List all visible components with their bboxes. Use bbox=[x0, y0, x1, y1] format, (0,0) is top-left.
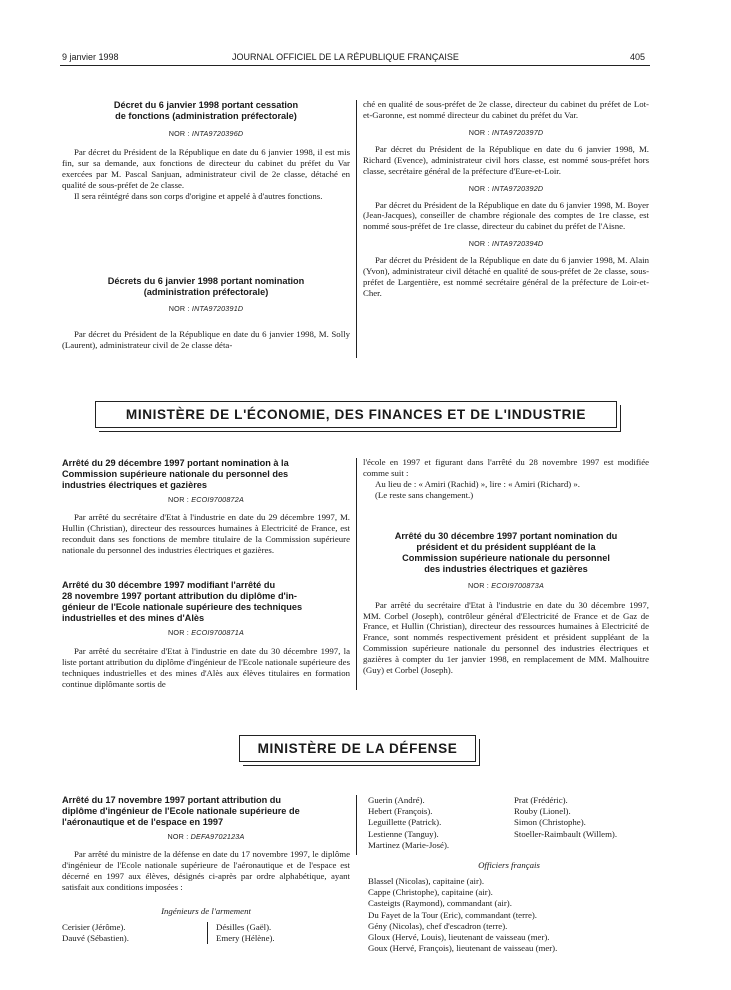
column-divider bbox=[356, 795, 357, 855]
ministry-banner-defense: MINISTÈRE DE LA DÉFENSE bbox=[239, 735, 476, 762]
decree-title-line1: Décrets du 6 janvier 1998 portant nomination bbox=[107, 276, 305, 286]
nor-reference: NOR : ECOI9700873A bbox=[468, 580, 544, 590]
list-item: Gloux (Hervé, Louis), lieutenant de vaisseau (mer). bbox=[368, 932, 550, 943]
arrete-title: génieur de l'Ecole nationale supérieure des techniques bbox=[62, 602, 303, 612]
nor-reference: NOR : ECOI9700872A bbox=[168, 495, 244, 504]
decree-title-line2: de fonctions (administration préfectorale) bbox=[115, 111, 297, 121]
arrete-title: 28 novembre 1997 portant attribution du diplôme d'in- bbox=[62, 591, 297, 601]
list-item: Simon (Christophe). bbox=[514, 817, 586, 828]
nor-reference: NOR : DEFA9702123A bbox=[167, 832, 245, 841]
list-item: Cerisier (Jérôme). bbox=[62, 921, 126, 932]
arrete-nomination-commission bbox=[62, 458, 350, 556]
list-item: Emery (Hélène). bbox=[216, 932, 275, 943]
arrete-title: Commission supérieure nationale du personnel des bbox=[62, 469, 289, 479]
ministry-banner-economie: MINISTÈRE DE L'ÉCONOMIE, DES FINANCES ET DE L'INDUSTRIE bbox=[95, 401, 617, 428]
nor-reference: NOR : INTA9720392D bbox=[468, 183, 544, 193]
list-item: Goux (Hervé, François), lieutenant de vaisseau (mer). bbox=[368, 943, 558, 954]
arrete-title: Commission supérieure nationale du personnel bbox=[402, 552, 610, 563]
nor-reference: NOR : INTA9720397D bbox=[468, 127, 544, 137]
list-divider bbox=[207, 922, 208, 944]
list-item: Guerin (André). bbox=[368, 795, 425, 805]
nor-reference: NOR : INTA9720394D bbox=[468, 239, 544, 249]
nor-reference: NOR : INTA9720396D bbox=[168, 129, 244, 138]
decree-paragraph: Par décret du Président de la République en date du 6 janvier 1998, M. Boyer (Jean-Jacques), conseiller de chambre régionale des comptes de 1re classe, est nommé sous-préfet de 1re classe, directeur du cabinet du préfet de l'Aisne. bbox=[363, 199, 649, 232]
name-list-column bbox=[216, 922, 275, 944]
decree-paragraph: ché en qualité de sous-préfet de 2e classe, directeur du cabinet du préfet de Lot-et-Garonne, est nommé directeur du cabinet du préfet du Var. bbox=[363, 99, 649, 120]
decree-nomination bbox=[62, 276, 350, 351]
list-item: Casteigts (Raymond), commandant (air). bbox=[368, 898, 512, 909]
header-date: 9 janvier 1998 bbox=[62, 52, 119, 62]
arrete-title: Arrêté du 30 décembre 1997 portant nomination du bbox=[394, 530, 618, 541]
decree-paragraph: Il sera réintégré dans son corps d'origine et appelé à d'autres fonctions. bbox=[74, 190, 323, 201]
list-item: Désilles (Gaël). bbox=[216, 921, 272, 932]
name-list bbox=[368, 795, 650, 851]
decree-paragraph: Par décret du Président de la République en date du 6 janvier 1998, M. Richard (Evence), administrateur civil hors classe, est nommé sous-préfet hors classe, secrétaire général de la préfecture d'Eure-et-Loir. bbox=[363, 143, 649, 176]
arrete-diplome-supaero bbox=[62, 795, 350, 944]
decree-cessation bbox=[62, 100, 350, 202]
name-list-column bbox=[514, 795, 617, 851]
list-item: Du Fayet de la Tour (Eric), commandant (terre). bbox=[368, 909, 537, 920]
list-item: Lestienne (Tanguy). bbox=[368, 828, 439, 839]
column-divider bbox=[356, 100, 357, 358]
arrete-title: industries électriques et gazières bbox=[62, 480, 208, 490]
list-item: Leguillette (Patrick). bbox=[368, 817, 442, 828]
decree-title-line1: Décret du 6 janvier 1998 portant cessation bbox=[113, 100, 299, 110]
list-item: Martinez (Marie-José). bbox=[368, 839, 450, 850]
name-list-column bbox=[62, 922, 202, 944]
arrete-paragraph: Par arrêté du ministre de la défense en date du 17 novembre 1997, le diplôme d'ingénieur de l'Ecole nationale supérieure de l'aéronautique et de l'espace est décerné en 1997 aux élèves, désignés ci-après par ordre alphabétique, ayant satisfait aux conditions imposées : bbox=[62, 849, 350, 892]
arrete-paragraph: Par arrêté du secrétaire d'Etat à l'industrie en date du 30 décembre 1997, MM. Corbel (Joseph), contrôleur général d'Electricité de France et de Gaz de France, et Hullin (Christian), directeur des ressources humaines à Electricité de France, sont nommés respectivement président et président suppléant de la Commission supérieure nationale du personnel des industries électriques et gazières à compter du 1er janvier 1998, en remplacement de MM. Malhouitre (Guy) et Corbel (Joseph). bbox=[363, 599, 649, 676]
laureates-right-column bbox=[368, 795, 650, 954]
header-rule bbox=[60, 65, 650, 66]
header-page-number: 405 bbox=[630, 52, 646, 62]
decrees-right-column bbox=[363, 99, 649, 299]
arrete-title: l'aéronautique et de l'espace en 1997 bbox=[62, 817, 224, 827]
list-item: Gény (Nicolas), chef d'escadron (terre). bbox=[368, 920, 508, 931]
arrete-title: industrielles et des mines d'Alès bbox=[62, 613, 205, 623]
arrete-title: Arrêté du 17 novembre 1997 portant attribution du bbox=[62, 795, 282, 805]
arrete-paragraph: Par arrêté du secrétaire d'Etat à l'industrie en date du 30 décembre 1997, la liste portant attribution du diplôme d'ingénieur de l'Ecole nationale supérieure des techniques industrielles et des mines d'Alès aux élèves titulaires en formation continue diplômante sortis de bbox=[62, 646, 351, 689]
subheading-officiers: Officiers français bbox=[478, 860, 540, 871]
officers-list bbox=[368, 876, 650, 954]
arrete-title: président et du président suppléant de la bbox=[416, 541, 596, 552]
arrete-title: des industries électriques et gazières bbox=[424, 563, 588, 574]
nor-reference: NOR : INTA9720391D bbox=[168, 304, 244, 313]
nor-reference: NOR : ECOI9700871A bbox=[168, 628, 244, 637]
list-item: Blassel (Nicolas), capitaine (air). bbox=[368, 876, 485, 887]
arrete-paragraph: (Le reste sans changement.) bbox=[375, 489, 474, 500]
header-journal-title: JOURNAL OFFICIEL DE LA RÉPUBLIQUE FRANÇAISE bbox=[232, 52, 459, 62]
decree-paragraph: Par décret du Président de la République en date du 6 janvier 1998, M. Solly (Laurent), administrateur civil de 2e classe déta- bbox=[62, 329, 350, 350]
arrete-title: Arrêté du 30 décembre 1997 modifiant l'arrêté du bbox=[62, 580, 276, 590]
arrete-title: Arrêté du 29 décembre 1997 portant nomination à la bbox=[62, 458, 289, 468]
list-item: Stoeller-Raimbault (Willem). bbox=[514, 828, 618, 839]
column-divider bbox=[356, 458, 357, 690]
decree-paragraph: Par décret du Président de la République en date du 6 janvier 1998, il est mis fin, sur sa demande, aux fonctions de directeur du cabinet du préfet du Var exercées par M. Pascal Sanjuan, administrateur civil de 2e classe, détaché en qualité de sous-préfet de 2e classe. bbox=[62, 147, 350, 190]
decree-paragraph: Par décret du Président de la République en date du 6 janvier 1998, M. Alain (Yvon), administrateur civil détaché en qualité de sous-préfet de 2e classe, sous-préfet de Largentière, est nommé secrétaire général de la préfecture de Loir-et-Cher. bbox=[363, 255, 649, 298]
arrete-title: diplôme d'ingénieur de l'Ecole nationale supérieure de bbox=[62, 806, 300, 816]
arrete-paragraph: Au lieu de : « Amiri (Rachid) », lire : « Amiri (Richard) ». bbox=[375, 478, 580, 489]
name-list bbox=[62, 922, 350, 944]
list-item: Dauvé (Sébastien). bbox=[62, 932, 129, 943]
list-item: Hebert (François). bbox=[368, 806, 433, 817]
list-item: Rouby (Lionel). bbox=[514, 806, 571, 817]
arrete-paragraph: l'école en 1997 et figurant dans l'arrêté du 28 novembre 1997 est modifiée comme suit : bbox=[363, 457, 649, 478]
list-item: Prat (Frédéric). bbox=[514, 795, 568, 805]
list-item: Cappe (Christophe), capitaine (air). bbox=[368, 887, 493, 898]
decree-title-line2: (administration préfectorale) bbox=[143, 287, 269, 297]
arrete-paragraph: Par arrêté du secrétaire d'Etat à l'industrie en date du 29 décembre 1997, M. Hullin (Christian), directeur des ressources humaines à Electricité de France, est reconduit dans ses fonctions de membre titulaire de la Commission supérieure nationale du personnel des industries électriques et gazières. bbox=[62, 512, 350, 555]
name-list-column bbox=[368, 795, 514, 851]
subheading-ingenieurs: Ingénieurs de l'armement bbox=[161, 905, 251, 916]
arrete-right-column bbox=[363, 457, 649, 676]
arrete-modifiant-diplome bbox=[62, 580, 350, 690]
